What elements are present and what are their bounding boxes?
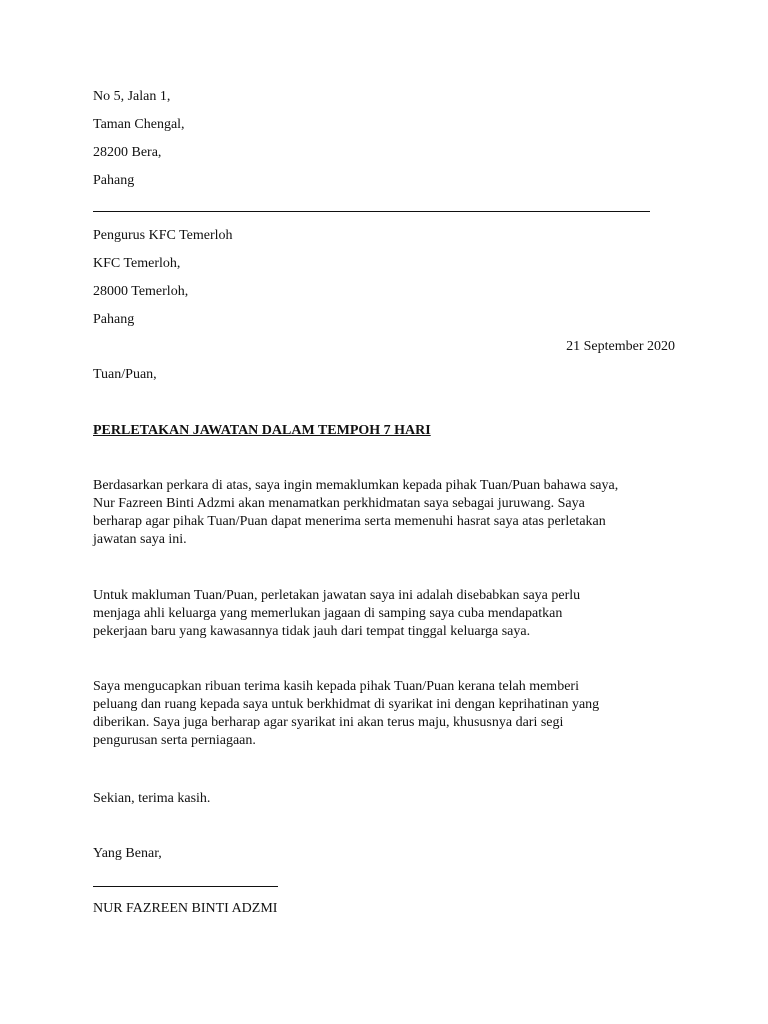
paragraph-line: Saya mengucapkan ribuan terima kasih kepada pihak Tuan/Puan kerana telah memberi [93, 679, 579, 694]
signature-name: NUR FAZREEN BINTI ADZMI [93, 901, 278, 916]
paragraph-line: berharap agar pihak Tuan/Puan dapat menerima serta memenuhi hasrat saya atas perletakan [93, 514, 606, 529]
paragraph-line: diberikan. Saya juga berharap agar syarikat ini akan terus maju, khususnya dari segi [93, 715, 564, 730]
body-paragraph [93, 678, 693, 750]
signoff-text: Yang Benar, [93, 846, 162, 861]
paragraph-line: Nur Fazreen Binti Adzmi akan menamatkan perkhidmatan saya sebagai juruwang. Saya [93, 496, 585, 511]
recipient-address-line: KFC Temerloh, [93, 256, 181, 271]
paragraph-line: peluang dan ruang kepada saya untuk berkhidmat di syarikat ini dengan keprihatinan yang [93, 697, 600, 712]
recipient-address-line: 28000 Temerloh, [93, 284, 189, 299]
paragraph-line: menjaga ahli keluarga yang memerlukan jagaan di samping saya cuba mendapatkan [93, 606, 563, 621]
body-paragraph [93, 477, 693, 549]
paragraph-line: pekerjaan baru yang kawasannya tidak jauh dari tempat tinggal keluarga saya. [93, 624, 531, 639]
recipient-address-line: Pahang [93, 312, 135, 327]
salutation: Tuan/Puan, [93, 367, 157, 382]
sender-address-line: 28200 Bera, [93, 145, 162, 160]
letter-date: 21 September 2020 [566, 339, 675, 354]
header-divider [93, 211, 650, 212]
paragraph-line: jawatan saya ini. [93, 532, 187, 547]
sender-address-line: Pahang [93, 173, 135, 188]
paragraph-line: Berdasarkan perkara di atas, saya ingin memaklumkan kepada pihak Tuan/Puan bahawa saya, [93, 478, 619, 493]
signature-line [93, 886, 278, 887]
closing-text: Sekian, terima kasih. [93, 791, 211, 806]
letter-subject: PERLETAKAN JAWATAN DALAM TEMPOH 7 HARI [93, 423, 431, 438]
sender-address-line: Taman Chengal, [93, 117, 185, 132]
recipient-address-line: Pengurus KFC Temerloh [93, 228, 233, 243]
sender-address-line: No 5, Jalan 1, [93, 89, 171, 104]
paragraph-line: pengurusan serta perniagaan. [93, 733, 256, 748]
paragraph-line: Untuk makluman Tuan/Puan, perletakan jawatan saya ini adalah disebabkan saya perlu [93, 588, 581, 603]
body-paragraph [93, 587, 693, 641]
